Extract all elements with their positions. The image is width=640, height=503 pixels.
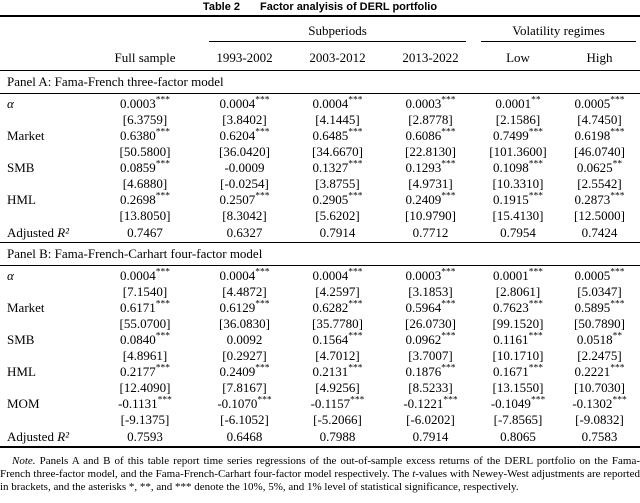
table-note xyxy=(0,455,640,494)
row-label-cell xyxy=(0,208,92,224)
panel-b-alpha-tstat-row xyxy=(0,284,640,300)
estimate-cell: 0.0003*** xyxy=(405,267,456,283)
row-label-cell xyxy=(0,266,92,285)
panel-a-adjusted-r2-row xyxy=(0,224,640,243)
tstat-cell: [-0.0254] xyxy=(220,176,269,191)
estimate-cell: 0.6198*** xyxy=(574,128,625,143)
estimate-cell: 0.0004*** xyxy=(219,267,270,283)
tstat-cell: [3.8402] xyxy=(222,112,267,127)
panel-a-alpha-row xyxy=(0,94,640,113)
header-cell-2003-2012: 2003-2012 xyxy=(291,42,384,71)
estimate-cell: 0.0001*** xyxy=(493,267,544,283)
volatility-label: Volatility regimes xyxy=(481,23,636,42)
tstat-cell: [10.9790] xyxy=(405,208,456,223)
page-title: Factor analyisis of DERL portfolio xyxy=(260,1,438,13)
tstat-cell: [2.2475] xyxy=(577,348,622,363)
estimate-cell: 0.0001** xyxy=(495,95,541,111)
row-label-cell xyxy=(0,144,92,160)
panel-b-market-row xyxy=(0,300,640,316)
tstat-cell: [-7.8565] xyxy=(493,412,543,427)
estimate-cell: 0.2177*** xyxy=(120,364,170,379)
estimate-cell: 0.1915*** xyxy=(493,192,544,207)
adj-r2-value-cell: 0.7467 xyxy=(127,225,163,240)
row-label-cell xyxy=(0,112,92,128)
r-squared-symbol: R² xyxy=(57,225,70,240)
estimate-cell: 0.6282*** xyxy=(312,300,363,315)
tstat-cell: [10.1710] xyxy=(492,348,544,363)
adjusted-label: Adjusted xyxy=(7,225,58,240)
tstat-cell: [2.5542] xyxy=(577,176,622,191)
row-label-cell: Market xyxy=(7,128,45,143)
tstat-cell: [22.8130] xyxy=(405,144,456,159)
panel-a-title-row xyxy=(0,71,640,94)
row-label-cell xyxy=(0,176,92,192)
estimate-cell: 0.0004*** xyxy=(312,267,363,283)
row-label-cell xyxy=(0,224,92,243)
panel-a-market-row xyxy=(0,128,640,144)
estimate-cell: 0.1098*** xyxy=(493,160,544,175)
adj-r2-value-cell: 0.6327 xyxy=(226,225,263,240)
panel-a-smb-tstat-row xyxy=(0,176,640,192)
tstat-cell: [12.5000] xyxy=(574,208,625,223)
tstat-cell: [4.7450] xyxy=(577,112,622,127)
estimate-cell: 0.0840*** xyxy=(120,332,170,347)
header-cell-high: High xyxy=(559,42,640,71)
estimate-cell: 0.1327*** xyxy=(312,160,363,175)
tstat-cell: [4.2597] xyxy=(315,284,360,299)
estimate-cell: 0.2905*** xyxy=(312,192,363,207)
adjusted-label: Adjusted xyxy=(7,429,58,444)
estimate-cell: 0.2409*** xyxy=(219,364,270,379)
estimate-cell: 0.5964*** xyxy=(405,300,456,315)
tstat-cell: [6.3759] xyxy=(122,112,168,127)
tstat-cell: [-6.1052] xyxy=(220,412,269,427)
tstat-cell: [3.7007] xyxy=(408,348,453,363)
r-squared-symbol: R² xyxy=(57,429,70,444)
tstat-cell: [-9.1375] xyxy=(120,412,170,427)
estimate-cell: 0.2221*** xyxy=(574,364,625,379)
tstat-cell: [50.7890] xyxy=(574,316,625,331)
panel-b-hml-row xyxy=(0,364,640,380)
tstat-cell: [8.3042] xyxy=(222,208,267,223)
estimate-cell: -0.1302*** xyxy=(572,396,627,411)
adj-r2-value-cell: 0.7593 xyxy=(127,429,163,444)
row-label-cell xyxy=(0,94,92,113)
tstat-cell: [-9.0832] xyxy=(575,412,624,427)
estimate-cell: 0.7499*** xyxy=(493,128,544,143)
estimate-cell: 0.0625** xyxy=(576,160,623,175)
tstat-cell: [4.6880] xyxy=(122,176,168,191)
estimate-cell: 0.0005*** xyxy=(574,267,625,283)
panel-a-title: Panel A: Fama-French three-factor model xyxy=(0,71,640,94)
estimate-cell: 0.0518** xyxy=(576,332,623,347)
tstat-cell: [12.4090] xyxy=(119,380,171,395)
estimate-cell: 0.0092 xyxy=(226,332,263,347)
adj-r2-value-cell: 0.7914 xyxy=(412,429,449,444)
panel-b-smb-tstat-row xyxy=(0,348,640,364)
adj-r2-value-cell: 0.7988 xyxy=(319,429,356,444)
tstat-cell: [46.0740] xyxy=(574,144,625,159)
row-label-cell xyxy=(0,428,92,447)
panel-b-mom-tstat-row xyxy=(0,412,640,428)
row-label-cell: Market xyxy=(7,300,45,315)
tstat-cell: [10.3310] xyxy=(492,176,544,191)
panel-b-smb-row xyxy=(0,332,640,348)
panel-a-hml-tstat-row xyxy=(0,208,640,224)
tstat-cell: [101.3600] xyxy=(489,144,547,159)
estimate-cell: 0.0004*** xyxy=(219,95,270,111)
estimate-cell: 0.0962*** xyxy=(405,332,456,347)
tstat-cell: [-5.2066] xyxy=(313,412,362,427)
spanner-spacer xyxy=(0,16,198,42)
panel-a-hml-row xyxy=(0,192,640,208)
tstat-cell: [35.7780] xyxy=(312,316,363,331)
adj-r2-value-cell: 0.7914 xyxy=(319,225,356,240)
note-lead: Note. xyxy=(12,455,36,467)
estimate-cell: 0.0003*** xyxy=(120,95,170,111)
table-caption xyxy=(0,0,640,14)
tstat-cell: [2.1586] xyxy=(495,112,541,127)
tstat-cell: [13.8050] xyxy=(119,208,171,223)
tstat-cell: [99.1520] xyxy=(492,316,544,331)
panel-b-title-row xyxy=(0,243,640,266)
row-label-cell: MOM xyxy=(7,396,40,411)
estimate-cell: 0.2131*** xyxy=(312,364,363,379)
header-cell-2013-2022: 2013-2022 xyxy=(384,42,477,71)
row-label-cell xyxy=(0,316,92,332)
tstat-cell: [15.4130] xyxy=(492,208,544,223)
panel-b-mom-row xyxy=(0,396,640,412)
panel-b-adjusted-r2-row xyxy=(0,428,640,447)
tstat-cell: [4.4872] xyxy=(222,284,267,299)
estimate-cell: 0.7623*** xyxy=(493,300,544,315)
adj-r2-value-cell: 0.7954 xyxy=(500,225,536,240)
adj-r2-value-cell: 0.8065 xyxy=(500,429,536,444)
note-t-symbol: t xyxy=(412,468,416,480)
tstat-cell: [3.8755] xyxy=(315,176,360,191)
adj-r2-value-cell: 0.6468 xyxy=(226,429,263,444)
header-cell-low: Low xyxy=(477,42,559,71)
alpha-symbol: α xyxy=(7,268,14,283)
estimate-cell: -0.1131*** xyxy=(118,396,172,411)
subperiods-label: Subperiods xyxy=(209,23,466,42)
panel-b-hml-tstat-row xyxy=(0,380,640,396)
adj-r2-value-cell: 0.7424 xyxy=(581,225,618,240)
tstat-cell: [55.0700] xyxy=(119,316,171,331)
header-cell-1993-2002: 1993-2002 xyxy=(198,42,291,71)
row-label-cell xyxy=(0,412,92,428)
estimate-cell: 0.6129*** xyxy=(219,300,270,315)
estimate-cell: -0.1049*** xyxy=(490,396,546,411)
tstat-cell: [-6.0202] xyxy=(406,412,455,427)
estimate-cell: 0.1876*** xyxy=(405,364,456,379)
panel-a-alpha-tstat-row xyxy=(0,112,640,128)
tstat-cell: [0.2927] xyxy=(222,348,267,363)
estimate-cell: 0.6171*** xyxy=(120,300,170,315)
alpha-symbol: α xyxy=(7,96,14,111)
estimate-cell: 0.6204*** xyxy=(219,128,270,143)
tstat-cell: [26.0730] xyxy=(405,316,456,331)
note-text-2: -values with Newey-West adjustments are reported in brackets, and the asterisks *, **, and *** denote the 10%, 5%, and 1% level of statistical significance, respectively. xyxy=(0,468,640,493)
panel-b-market-tstat-row xyxy=(0,316,640,332)
table-number: Table 2 xyxy=(202,1,241,13)
tstat-cell: [4.9256] xyxy=(315,380,360,395)
spanner-row xyxy=(0,16,640,42)
header-cell-empty xyxy=(0,42,92,71)
estimate-cell: 0.2698*** xyxy=(120,192,170,207)
estimate-cell: 0.1293*** xyxy=(405,160,456,175)
volatility-spanner xyxy=(477,16,640,42)
tstat-cell: [10.7030] xyxy=(574,380,625,395)
estimate-cell: 0.6485*** xyxy=(312,128,363,143)
tstat-cell: [5.0347] xyxy=(577,284,622,299)
row-label-cell: HML xyxy=(7,192,36,207)
tstat-cell: [34.6670] xyxy=(312,144,363,159)
row-label-cell: HML xyxy=(7,364,36,379)
estimate-cell: 0.0005*** xyxy=(574,95,625,111)
estimate-cell: 0.6086*** xyxy=(405,128,456,143)
tstat-cell: [36.0420] xyxy=(219,144,270,159)
estimate-cell: 0.2507*** xyxy=(219,192,270,207)
row-label-cell: SMB xyxy=(7,160,35,175)
tstat-cell: [50.5800] xyxy=(119,144,171,159)
note-text-1: Panels A and B of this table report time series regressions of the out-of-sample excess returns of the DERL portfolio on the Fama-French three-factor model, and the Fama-French-Carhart four-factor model respectively. The xyxy=(0,455,640,480)
estimate-cell: 0.0004*** xyxy=(312,95,363,111)
header-cell-full-sample: Full sample xyxy=(92,42,198,71)
row-label-cell xyxy=(0,284,92,300)
adj-r2-value-cell: 0.7583 xyxy=(581,429,618,444)
tstat-cell: [4.8961] xyxy=(122,348,168,363)
estimate-cell: 0.6380*** xyxy=(120,128,170,143)
panel-a-body xyxy=(0,71,640,243)
estimate-cell: 0.5895*** xyxy=(574,300,625,315)
estimate-cell: 0.1564*** xyxy=(312,332,363,347)
tstat-cell: [7.1540] xyxy=(122,284,168,299)
estimate-cell: -0.1157*** xyxy=(310,396,365,411)
tstat-cell: [7.8167] xyxy=(222,380,267,395)
estimate-cell: 0.2409*** xyxy=(405,192,456,207)
estimate-cell: 0.1671*** xyxy=(493,364,544,379)
tstat-cell: [13.1550] xyxy=(492,380,544,395)
tstat-cell: [4.9731] xyxy=(408,176,453,191)
estimate-cell: 0.2873*** xyxy=(574,192,625,207)
estimate-cell: 0.0859*** xyxy=(120,160,170,175)
estimate-cell: 0.1161*** xyxy=(493,332,543,347)
column-header-row xyxy=(0,42,640,71)
factor-analysis-table xyxy=(0,15,640,448)
tstat-cell: [2.8061] xyxy=(495,284,541,299)
tstat-cell: [8.5233] xyxy=(408,380,453,395)
table-header xyxy=(0,16,640,71)
panel-a-smb-row xyxy=(0,160,640,176)
adj-r2-value-cell: 0.7712 xyxy=(412,225,449,240)
tstat-cell: [36.0830] xyxy=(219,316,270,331)
panel-a-market-tstat-row xyxy=(0,144,640,160)
tstat-cell: [3.1853] xyxy=(408,284,453,299)
tstat-cell: [4.1445] xyxy=(315,112,360,127)
panel-b-body xyxy=(0,243,640,448)
estimate-cell: 0.0003*** xyxy=(405,95,456,111)
subperiods-spanner xyxy=(198,16,477,42)
tstat-cell: [4.7012] xyxy=(315,348,360,363)
tstat-cell: [2.8778] xyxy=(408,112,453,127)
estimate-cell: -0.0009 xyxy=(224,160,265,175)
estimate-cell: -0.1070*** xyxy=(217,396,272,411)
estimate-cell: -0.1221*** xyxy=(403,396,458,411)
estimate-cell: 0.0004*** xyxy=(120,267,170,283)
panel-b-title: Panel B: Fama-French-Carhart four-factor model xyxy=(0,243,640,266)
row-label-cell xyxy=(0,348,92,364)
row-label-cell xyxy=(0,380,92,396)
panel-b-alpha-row xyxy=(0,266,640,285)
row-label-cell: SMB xyxy=(7,332,35,347)
tstat-cell: [5.6202] xyxy=(315,208,360,223)
